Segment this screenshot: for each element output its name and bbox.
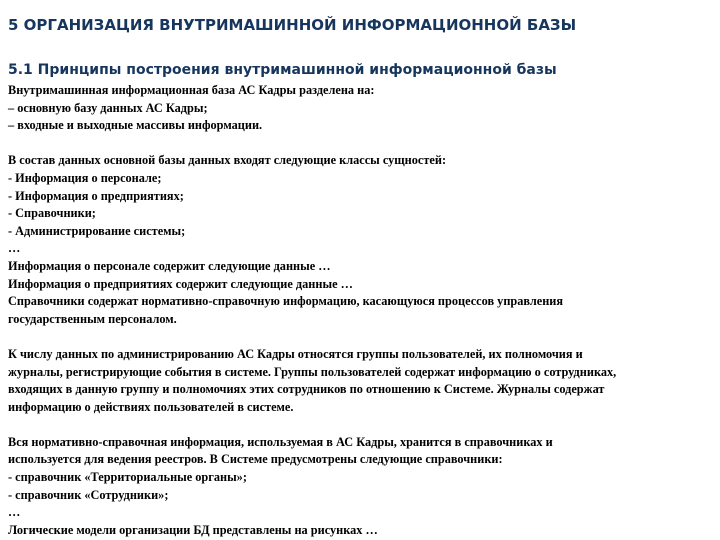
paragraph-entity-classes bbox=[8, 152, 714, 328]
text-line: Информация о предприятиях содержит следующие данные … bbox=[8, 276, 353, 291]
text-line: - Справочники; bbox=[8, 206, 96, 221]
text-line: информацию о действиях пользователей в системе. bbox=[8, 399, 294, 414]
text-line: государственным персоналом. bbox=[8, 311, 177, 326]
text-line: используется для ведения реестров. В Системе предусмотрены следующие справочники: bbox=[8, 452, 503, 467]
text-line: В состав данных основной базы данных входят следующие классы сущностей: bbox=[8, 153, 447, 168]
text-line: Справочники содержат нормативно-справочную информацию, касающуюся процессов управления bbox=[8, 294, 564, 309]
page-title: 5 ОРГАНИЗАЦИЯ ВНУТРИМАШИННОЙ ИНФОРМАЦИОННОЙ БАЗЫ bbox=[8, 16, 577, 34]
text-line: Информация о персонале содержит следующие данные … bbox=[8, 258, 331, 273]
paragraph-intro bbox=[8, 82, 714, 135]
text-line: Внутримашинная информационная база АС Кадры разделена на: bbox=[8, 83, 375, 97]
text-line: … bbox=[8, 241, 21, 256]
text-line: - справочник «Территориальные органы»; bbox=[8, 470, 247, 485]
text-line: Вся нормативно-справочная информация, используемая в АС Кадры, хранится в справочниках и bbox=[8, 434, 553, 449]
paragraph-administration bbox=[8, 346, 714, 416]
text-line: - Информация о предприятиях; bbox=[8, 188, 184, 203]
text-line: - справочник «Сотрудники»; bbox=[8, 487, 169, 502]
text-line: – основную базу данных АС Кадры; bbox=[8, 100, 208, 115]
text-line: - Администрирование системы; bbox=[8, 223, 186, 238]
text-line: … bbox=[8, 505, 21, 520]
document-body bbox=[8, 82, 714, 539]
paragraph-reference-data bbox=[8, 434, 714, 540]
text-line: журналы, регистрирующие события в системе. Группы пользователей содержат информацию о сотрудниках, bbox=[8, 364, 617, 379]
text-line: входящих в данную группу и полномочиях этих сотрудников по отношению к Системе. Журналы содержат bbox=[8, 382, 605, 397]
text-line: – входные и выходные массивы информации. bbox=[8, 118, 263, 133]
text-line: К числу данных по администрированию АС Кадры относятся группы пользователей, их полномочия и bbox=[8, 346, 583, 361]
section-heading: 5.1 Принципы построения внутримашинной информационной базы bbox=[8, 62, 557, 78]
text-line: - Информация о персонале; bbox=[8, 170, 162, 185]
text-line: Логические модели организации БД представлены на рисунках … bbox=[8, 522, 378, 537]
